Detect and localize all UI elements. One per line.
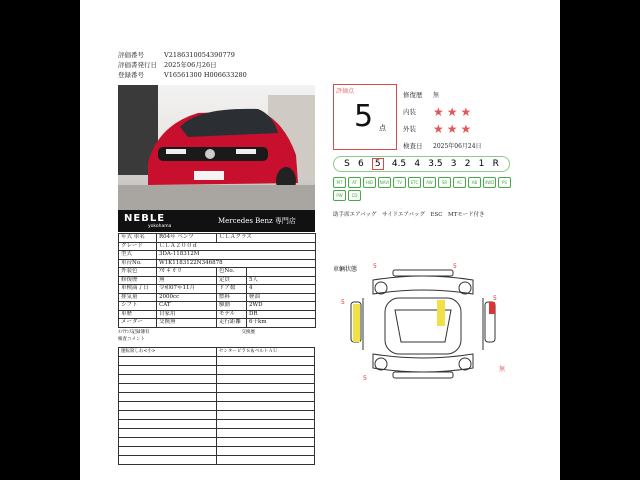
- table-row: [119, 285, 316, 294]
- table-row: [119, 384, 315, 393]
- comment-table: [118, 347, 315, 465]
- spec-value: 2000cc: [157, 293, 217, 302]
- spec-label: 年式 車名: [119, 234, 157, 243]
- options-text: 助手席エアバッグ サイドエアバッグ ESC MTモード付き: [333, 212, 485, 218]
- table-row: [119, 348, 315, 357]
- table-row: [119, 310, 316, 319]
- condition-title: 車輌状態: [333, 266, 358, 273]
- notes-labels: [118, 329, 315, 343]
- spec-label: 外装色: [119, 268, 157, 277]
- spec-value: 6千km: [247, 319, 316, 328]
- recycle-label: ﾒﾝﾃﾅﾝｽ記録簿有: [118, 330, 150, 335]
- exterior-stars: [433, 123, 471, 135]
- spec-value: 交換無: [157, 319, 217, 328]
- scale-step: 4: [414, 159, 421, 169]
- interior-stars: [433, 106, 471, 118]
- scale-step: R: [492, 159, 499, 169]
- scale-step: 5: [372, 158, 384, 170]
- star-icon: ★: [460, 104, 472, 119]
- repair-value: 無: [433, 92, 440, 99]
- table-row: [119, 242, 316, 251]
- score-unit: 点: [379, 124, 386, 132]
- equipment-icon: HID: [363, 177, 376, 188]
- grade-scale: [333, 156, 510, 172]
- spec-value: R04年 ベンツ: [157, 234, 217, 243]
- spec-value: 4: [247, 285, 316, 294]
- table-row: [119, 268, 316, 277]
- table-row: [119, 357, 315, 366]
- star-icon: ★: [446, 104, 458, 119]
- exterior-label: 外装: [403, 125, 416, 133]
- equipment-icon: NAVI: [378, 177, 391, 188]
- spec-label: 車台No.: [119, 259, 157, 268]
- spec-label: メーター: [119, 319, 157, 328]
- damage-note: 無: [499, 366, 506, 373]
- seat-label: 交換歴: [241, 330, 255, 335]
- scale-step: 3: [450, 159, 457, 169]
- spec-value: 2WD: [247, 302, 316, 311]
- star-icon: ★: [446, 121, 458, 136]
- spec-label: 走行距離: [217, 319, 247, 328]
- star-icon: ★: [460, 121, 472, 136]
- svg-text:5: 5: [373, 263, 377, 270]
- table-row: [119, 302, 316, 311]
- damage-marks: [333, 258, 513, 388]
- score-label: 評価点: [336, 88, 355, 95]
- interior-label: 内装: [403, 108, 416, 116]
- dealer-shop: Mercedes Benz 専門店: [218, 217, 296, 225]
- spec-label: 車歴: [119, 310, 157, 319]
- issue-date-label: 評価書発行日: [118, 61, 157, 69]
- equipment-icons: [333, 177, 513, 201]
- header-block: [118, 50, 247, 80]
- table-row: [119, 319, 316, 328]
- scale-step: 6: [358, 159, 364, 169]
- table-row: [119, 293, 316, 302]
- dealer-logo: NEBLE: [124, 213, 166, 224]
- eval-no: V2186310054390779: [164, 51, 235, 59]
- spec-label: グレード: [119, 242, 157, 251]
- spec-label: シフト: [119, 302, 157, 311]
- scale-step: S: [344, 159, 350, 169]
- condition-diagram: [333, 258, 513, 388]
- spec-value: 令和07年11月: [157, 285, 217, 294]
- spec-label: 車検満了日: [119, 285, 157, 294]
- table-row: [119, 429, 315, 438]
- issue-date: 2025年06月26日: [164, 61, 217, 69]
- table-row: [119, 234, 316, 243]
- spec-value: ＣＬＡクラス: [217, 234, 316, 243]
- reg-no-label: 登録番号: [118, 71, 144, 79]
- svg-text:5: 5: [341, 299, 345, 306]
- svg-text:5: 5: [453, 263, 457, 270]
- scale-step: 2: [464, 159, 471, 169]
- scale-step: 4.5: [391, 159, 407, 169]
- spec-label: 型式: [119, 251, 157, 260]
- spec-table: [118, 233, 316, 328]
- score-value: 5: [354, 99, 374, 134]
- reg-no: V16561300 H006633280: [164, 71, 247, 79]
- spec-label: 色No.: [217, 268, 247, 277]
- comment-label: 検査コメント: [118, 337, 145, 342]
- ratings-block: [403, 86, 482, 154]
- equipment-icon: AB: [468, 177, 481, 188]
- equipment-icon: AW: [423, 177, 436, 188]
- equipment-icon: AC: [453, 177, 466, 188]
- spec-value: 軽油: [247, 293, 316, 302]
- dealer-logo-sub: yokohama: [148, 224, 172, 229]
- svg-text:5: 5: [363, 375, 367, 382]
- spec-value: 5人: [247, 276, 316, 285]
- table-row: [119, 366, 315, 375]
- star-icon: ★: [433, 121, 444, 136]
- eval-no-label: 評価番号: [118, 51, 144, 59]
- table-row: [119, 447, 315, 456]
- equipment-icon: MT: [333, 177, 346, 188]
- spec-value: W1K1183122N346878: [157, 259, 316, 268]
- equipment-icon: PW: [333, 190, 346, 201]
- table-row: [119, 259, 316, 268]
- scale-step: 1: [478, 159, 485, 169]
- table-row: [119, 276, 316, 285]
- spec-label: 駆動: [217, 302, 247, 311]
- equipment-icon: PS: [498, 177, 511, 188]
- dealer-banner: [118, 210, 315, 232]
- equipment-icon: TV: [393, 177, 406, 188]
- svg-text:5: 5: [493, 295, 497, 302]
- table-row: [119, 438, 315, 447]
- spec-value: ＣＬＡ２００ｄ: [157, 242, 316, 251]
- equipment-icon: CD: [348, 190, 361, 201]
- repair-label: 修復歴: [403, 91, 423, 99]
- spec-value: CAT: [157, 302, 217, 311]
- spec-label: 燃料: [217, 293, 247, 302]
- table-row: [119, 393, 315, 402]
- table-row: [119, 456, 315, 465]
- score-box: [333, 84, 397, 150]
- scale-step: 3.5: [428, 159, 443, 169]
- spec-label: 定員: [217, 276, 247, 285]
- comment-left: 運転席しわ<小>: [119, 348, 217, 357]
- equipment-icon: SR: [438, 177, 451, 188]
- inspect-date-label: 検査日: [403, 142, 423, 150]
- inspect-date: 2025年06月24日: [433, 143, 482, 150]
- spec-label: モデル: [217, 310, 247, 319]
- star-icon: ★: [433, 104, 444, 119]
- spec-label: 排気量: [119, 293, 157, 302]
- comment-right: センターピラＳ＆ベルトＡＵ: [217, 348, 315, 357]
- table-row: [119, 402, 315, 411]
- spec-value: ｱｶﾞｷﾞｶﾞﾛ: [157, 268, 217, 277]
- spec-value: 無: [157, 276, 217, 285]
- table-row: [119, 411, 315, 420]
- spec-label: ドア数: [217, 285, 247, 294]
- spec-value: [247, 268, 316, 277]
- table-row: [119, 375, 315, 384]
- spec-value: 自家用: [157, 310, 217, 319]
- equipment-icon: 4WD: [483, 177, 496, 188]
- car-photo: [118, 85, 315, 210]
- equipment-icon: ETC: [408, 177, 421, 188]
- spec-value: 3DA-118312M: [157, 251, 316, 260]
- car-illustration: [118, 85, 315, 210]
- spec-value: DR: [247, 310, 316, 319]
- table-row: [119, 251, 316, 260]
- appraisal-sheet: [80, 0, 560, 480]
- equipment-icon: AT: [348, 177, 361, 188]
- table-row: [119, 420, 315, 429]
- spec-label: 修復歴: [119, 276, 157, 285]
